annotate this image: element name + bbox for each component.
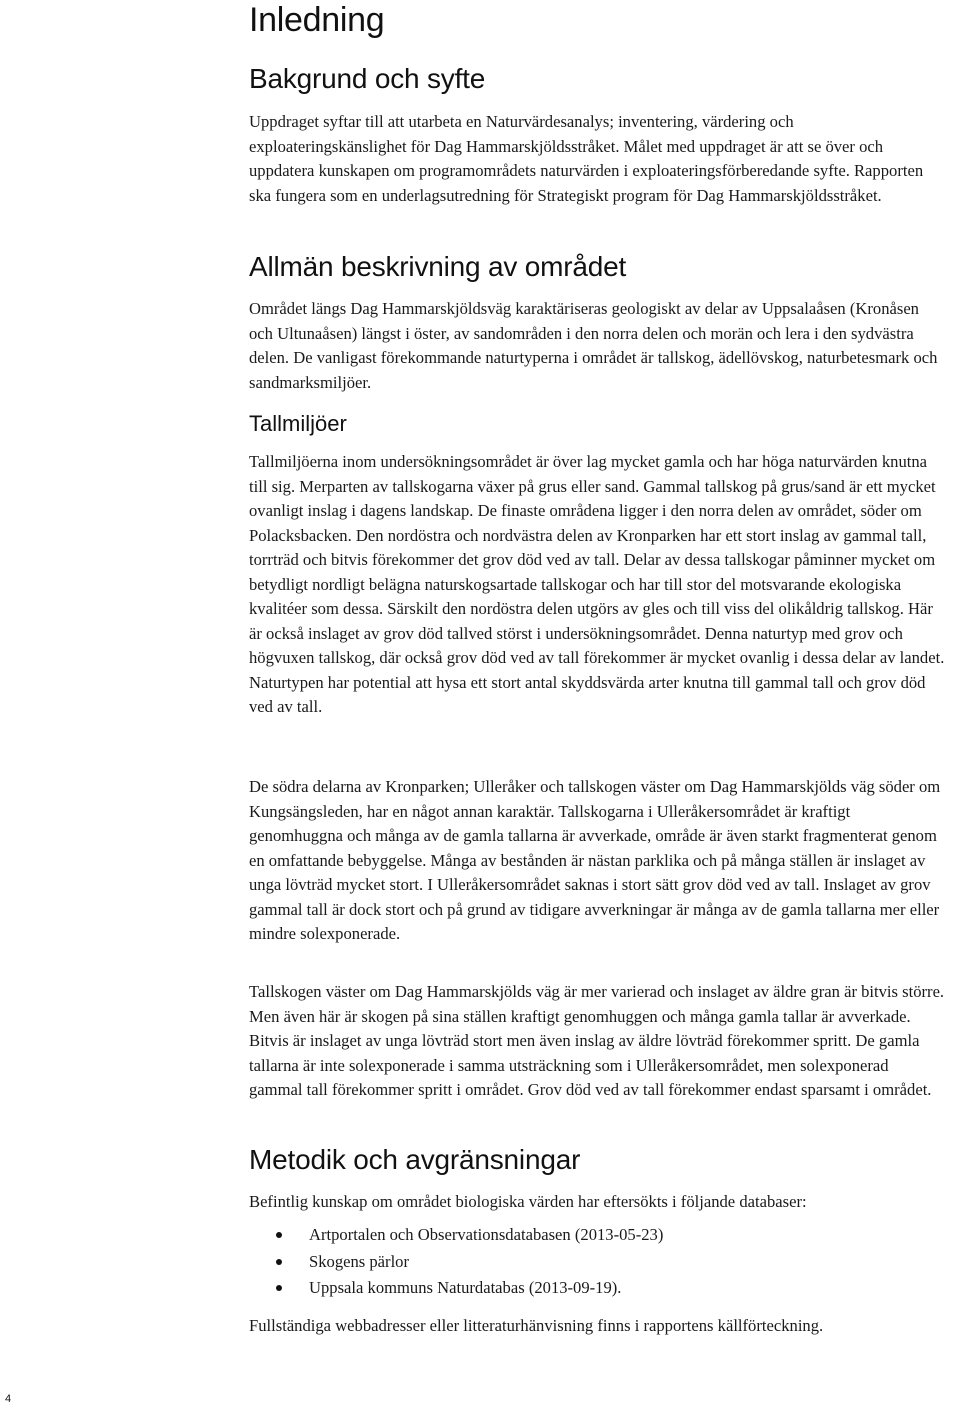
list-item xyxy=(249,1222,945,1249)
bullet-icon xyxy=(276,1285,282,1291)
list-item-text: Artportalen och Observationsdatabasen (2013-05-23) xyxy=(309,1225,664,1244)
paragraph-pine-3: Tallskogen väster om Dag Hammarskjölds väg är mer varierad och inslaget av äldre gran är bitvis större. Men även här är skogen på sina ställen kraftigt genomhuggen och många gamla tallar är avverkade. Bitvis är inslaget av unga lövträd stort men även inslag av äldre lövträd förekommer spritt. De gamla tallarna är inte solexponerade i samma utsträckning som i Ulleråkersområdet, men solexponerad gammal tall förekommer spritt i området. Grov död ved av tall förekommer endast sparsamt i området. xyxy=(249,982,945,1099)
section-heading-general: Allmän beskrivning av området xyxy=(249,251,627,282)
section-heading-pine: Tallmiljöer xyxy=(249,411,347,436)
page-number: 4 xyxy=(5,1393,12,1405)
section-heading-background: Bakgrund och syfte xyxy=(249,63,486,94)
list-item xyxy=(249,1249,945,1276)
paragraph-method-intro: Befintlig kunskap om området biologiska värden har eftersökts i följande databaser: xyxy=(249,1192,807,1211)
list-item-text: Skogens pärlor xyxy=(309,1251,410,1271)
list-item-text: Uppsala kommuns Naturdatabas (2013-09-19). xyxy=(309,1278,622,1297)
bullet-icon xyxy=(276,1259,282,1265)
paragraph-method-outro: Fullständiga webbadresser eller litteraturhänvisning finns i rapportens källförteckning. xyxy=(249,1316,824,1335)
paragraph-pine-1: Tallmiljöerna inom undersökningsområdet är över lag mycket gamla och har höga naturvärden knutna till sig. Merparten av tallskogarna växer på grus eller sand. Gammal tallskog på grus/sand är ett mycket ovanligt inslag i dagens landskap. De finaste områdena ligger i den norra delen av området, söder om Polacksbacken. Den nordöstra och nordvästra delen av Kronparken har ett stort inslag av gammal tall, torrträd och bitvis förekommer det grov död ved av tall. Delar av dessa tallskogar påminner mycket om betydligt nordligt belägna naturskogsartade tallskogar och har till stor del motsvarande ekologiska kvalitéer som dessa. Särskilt den nordöstra delen utgörs av gles och till viss del olikåldrig tallskog. Här är också inslaget av grov död tallved störst i undersökningsområdet. Denna naturtyp med grov och högvuxen tallskog, där också grov död ved av tall förekommer är mycket ovanlig i dessa delar av landet. Naturtypen har potential att hysa ett stort antal skyddsvärda arter knutna till gammal tall och grov död ved av tall. xyxy=(249,452,945,716)
paragraph-general: Området längs Dag Hammarskjöldsväg karaktäriseras geologiskt av delar av Uppsalaåsen (Kronåsen och Ultunaåsen) längst i öster, av sandområden i den norra delen och morän och lera i den sydvästra delen. De vanligast förekommande naturtyperna i området är tallskog, ädellövskog, naturbetesmark och sandmarksmiljöer. xyxy=(249,299,938,392)
database-list xyxy=(249,1222,945,1302)
bullet-icon xyxy=(276,1232,282,1238)
paragraph-pine-2: De södra delarna av Kronparken; Ulleråker och tallskogen väster om Dag Hammarskjölds väg söder om Kungsängsleden, har en något annan karaktär. Tallskogarna i Ulleråkersområdet är kraftigt genomhuggna och många av de gamla tallarna är avverkade, område är även starkt fragmenterat genom en omfattande bebyggelse. Många av bestånden är nästan parklika och på många ställen är inslaget av unga lövträd mycket stort. I Ulleråkersområdet saknas i stort sätt grov död ved av tall. Inslaget av grov gammal tall är dock stort och på grund av tidigare avverkningar är många av de gamla tallarna mer eller mindre solexponerade. xyxy=(249,777,941,943)
page-title: Inledning xyxy=(249,1,385,39)
paragraph-background: Uppdraget syftar till att utarbeta en Naturvärdesanalys; inventering, värdering och exploateringskänslighet för Dag Hammarskjöldsstråket. Målet med uppdraget är att se över och uppdatera kunskapen om programområdets naturvärden i exploateringsförberedande syfte. Rapporten ska fungera som en underlagsutredning för Strategiskt program för Dag Hammarskjöldsstråket. xyxy=(249,112,924,205)
list-item xyxy=(249,1275,945,1302)
section-heading-method: Metodik och avgränsningar xyxy=(249,1144,581,1175)
